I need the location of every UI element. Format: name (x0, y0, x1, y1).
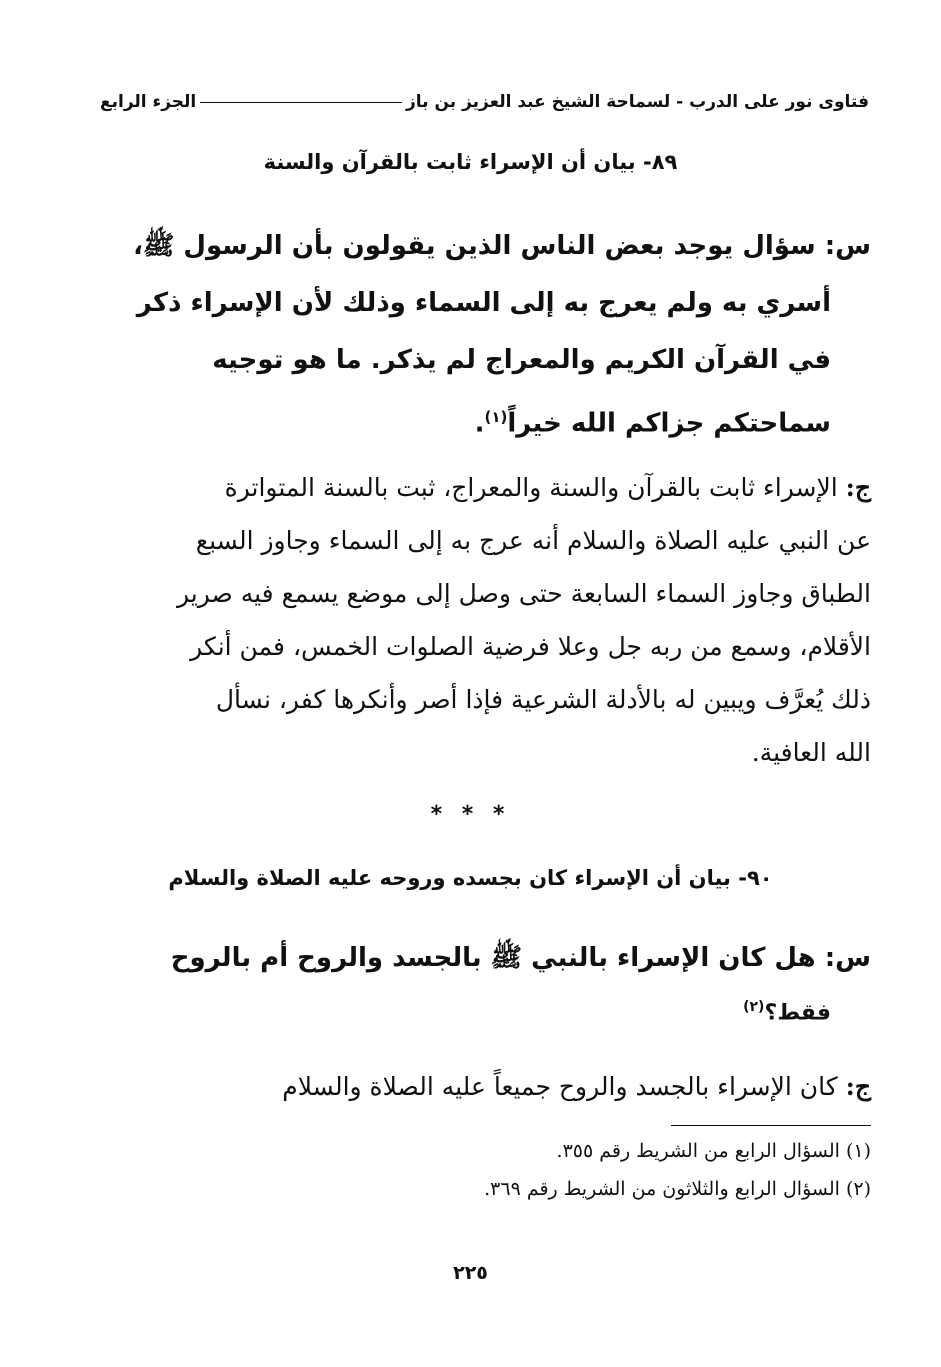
question-line: سماحتكم جزاكم الله خيراً$^{(١)}$. (474, 408, 831, 439)
footnotes (100, 1132, 871, 1208)
volume-label: الجزء الرابع (100, 92, 197, 112)
answer-line: عن النبي عليه الصلاة والسلام أنه عرج به إلى السماء وجاوز السبع (195, 526, 871, 555)
question-line: في القرآن الكريم والمعراج لم يذكر. ما هو توجيه (212, 345, 831, 375)
section-separator: * * * (430, 802, 511, 827)
book-title: فتاوى نور على الدرب - لسماحة الشيخ عبد العزيز بن باز (406, 92, 869, 112)
section-89-answer (100, 461, 871, 779)
question-label: س: (824, 943, 871, 973)
question-line: فقط؟$^{(٢)}$ (743, 999, 831, 1026)
footnote-ref: (٢) (743, 999, 765, 1015)
answer-line: ج: كان الإسراء بالجسد والروح جميعاً عليه الصلاة والسلام (282, 1072, 871, 1101)
question-line: أسري به ولم يعرج به إلى السماء وذلك لأن الإسراء ذكر (136, 288, 831, 318)
section-89-question (100, 218, 871, 453)
answer-line: الأقلام، وسمع من ربه جل وعلا فرضية الصلوات الخمس، فمن أنكر (190, 632, 871, 661)
section-89-title: ٨٩- بيان أن الإسراء ثابت بالقرآن والسنة (263, 150, 678, 174)
answer-line: الطباق وجاوز السماء السابعة حتى وصل إلى موضع يسمع فيه صرير (177, 579, 871, 608)
question-line: س: سؤال يوجد بعض الناس الذين يقولون بأن الرسول ﷺ، (133, 231, 871, 261)
question-label: س: (824, 231, 871, 261)
header-rule (200, 102, 402, 103)
footnote-2: (٢) السؤال الرابع والثلاثون من الشريط رقم ٣٦٩. (484, 1178, 871, 1200)
section-90-title: ٩٠- بيان أن الإسراء كان بجسده وروحه عليه الصلاة والسلام (168, 866, 773, 890)
page-number: ٢٢٥ (453, 1262, 488, 1284)
answer-line: ج: الإسراء ثابت بالقرآن والسنة والمعراج، ثبت بالسنة المتواترة (224, 473, 871, 502)
footnote-1: (١) السؤال الرابع من الشريط رقم ٣٥٥. (556, 1140, 871, 1162)
question-line: س: هل كان الإسراء بالنبي ﷺ بالجسد والروح أم بالروح (170, 943, 871, 973)
footnote-divider (671, 1125, 871, 1126)
answer-line: الله العافية. (751, 738, 871, 767)
answer-label: ج: (845, 1072, 871, 1101)
section-90-answer (100, 1060, 871, 1113)
footnote-ref: (١) (484, 408, 508, 426)
answer-label: ج: (845, 473, 871, 502)
answer-line: ذلك يُعرَّف ويبين له بالأدلة الشرعية فإذا أصر وأنكرها كفر، نسأل (215, 685, 871, 714)
section-90-question (100, 930, 871, 1033)
running-header (100, 84, 869, 120)
